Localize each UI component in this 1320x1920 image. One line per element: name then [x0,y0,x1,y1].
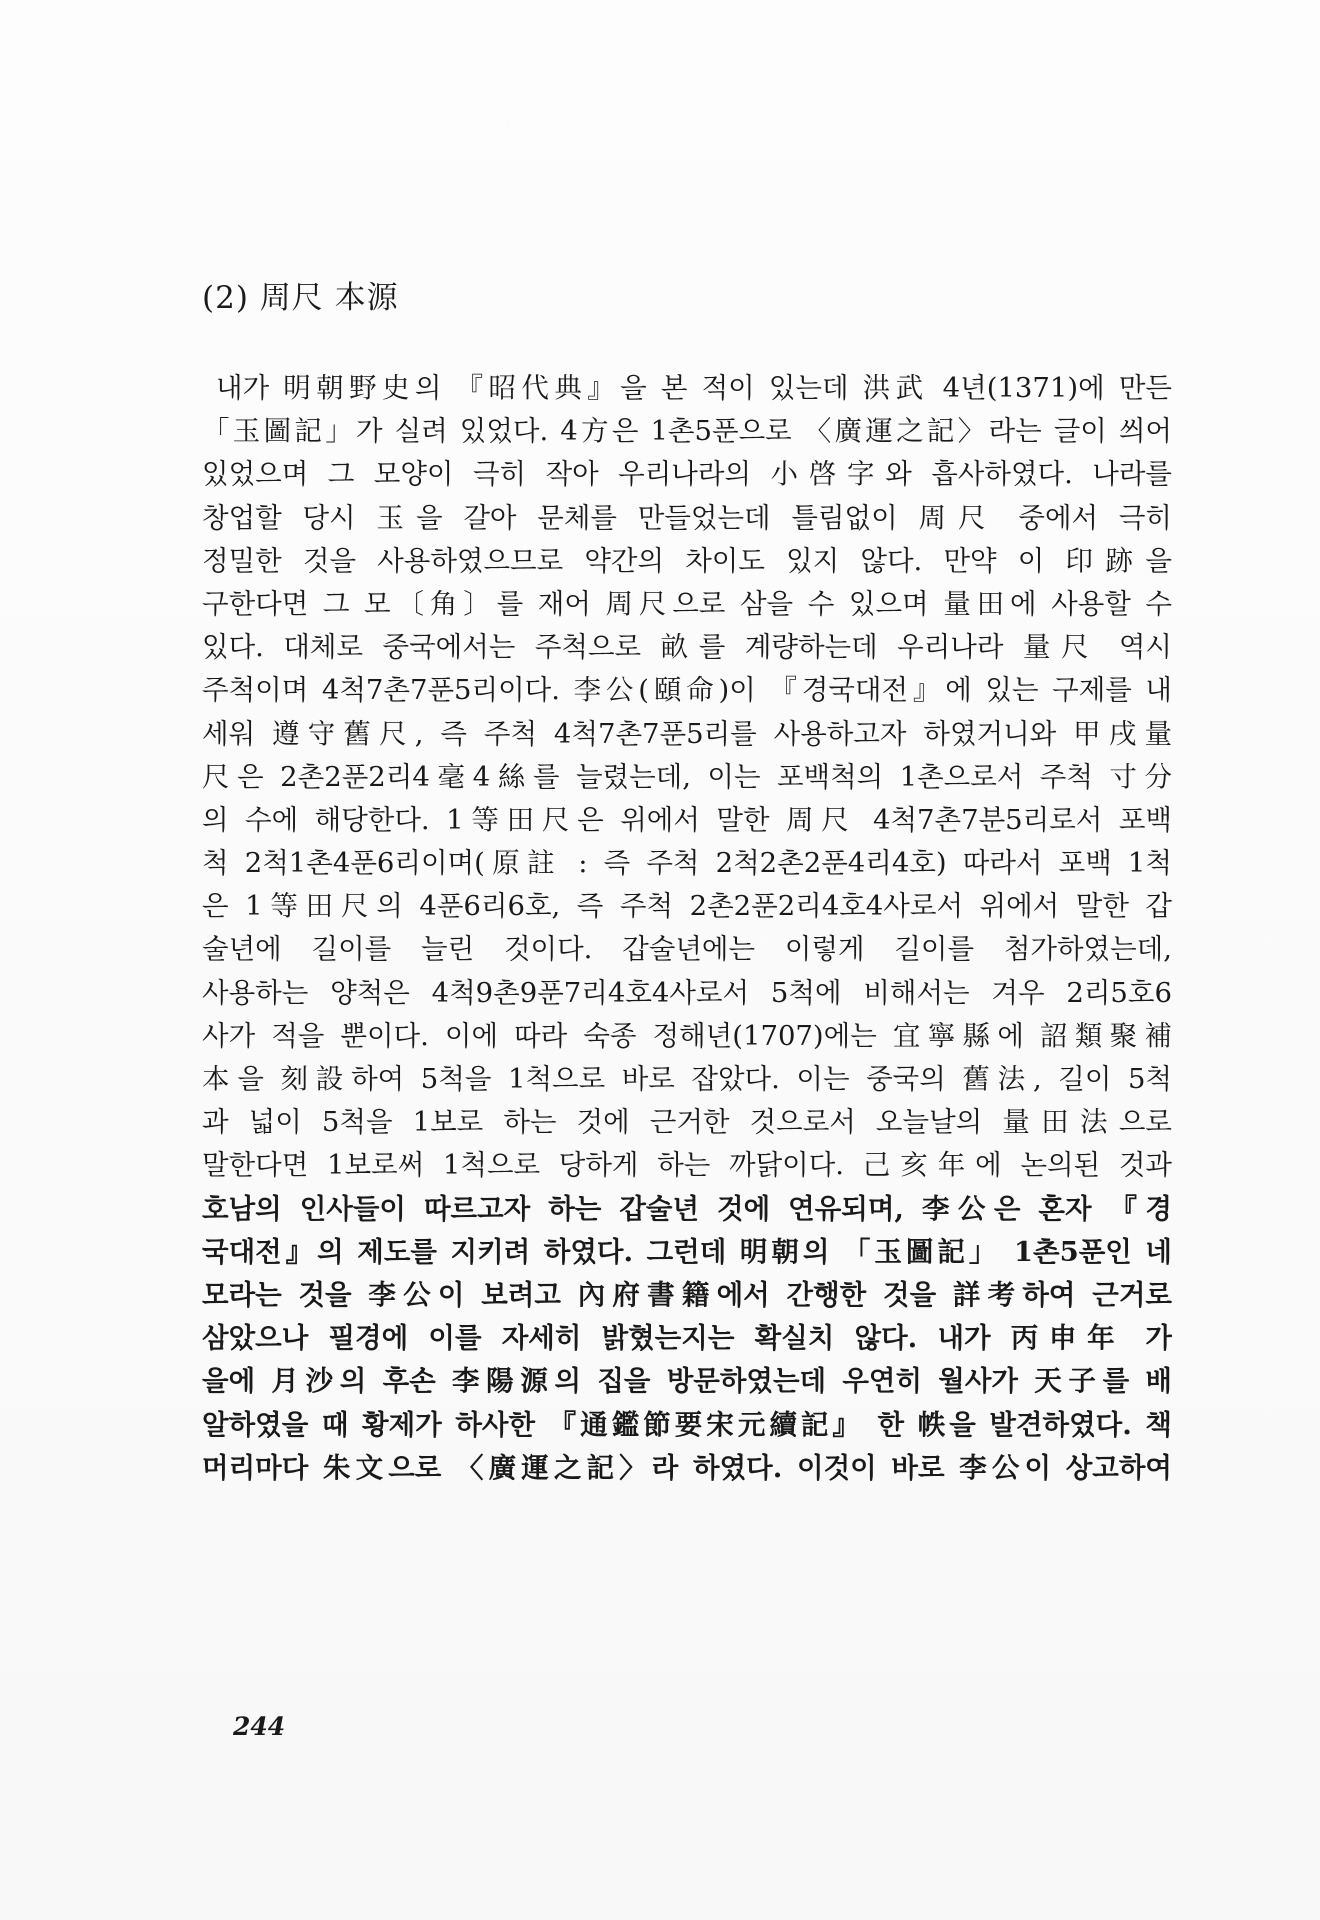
text-line: 本을 刻設하여 5척을 1척으로 바로 잡았다. 이는 중국의 舊法, 길이 5척 [202,1063,1172,1095]
page-number: 244 [233,1712,286,1741]
text-line: 주척이며 4척7촌7푼5리이다. 李公(頤命)이 『경국대전』에 있는 구제를 내 [202,674,1172,707]
body-text [202,367,1172,1490]
text-line: 세워 遵守舊尺, 즉 주척 4척7촌7푼5리를 사용하고자 하였거니와 甲戌量 [202,717,1172,750]
text-line: 알하였을 때 황제가 하사한 『通鑑節要宋元續記』 한 帙을 발견하였다. 책 [202,1408,1172,1441]
text-line: 말한다면 1보로써 1척으로 당하게 하는 까닭이다. 己亥年에 논의된 것과 [202,1149,1172,1182]
text-line: 정밀한 것을 사용하였으므로 약간의 차이도 있지 않다. 만약 이 印跡을 [202,544,1172,577]
section-heading: (2) 周尺 本源 [202,280,399,316]
text-line: 尺은 2촌2푼2리4毫4絲를 늘렸는데, 이는 포백척의 1촌으로서 주척 寸分 [202,760,1172,793]
text-line: 사용하는 양척은 4척9촌9푼7리4호4사로서 5척에 비해서는 겨우 2리5호6 [202,976,1172,1009]
text-line: 삼았으나 필경에 이를 자세히 밝혔는지는 확실치 않다. 내가 丙申年 가 [202,1322,1172,1355]
text-line: 있었으며 그 모양이 극히 작아 우리나라의 小啓字와 흡사하였다. 나라를 [202,458,1172,491]
text-line: 국대전』의 제도를 지키려 하였다. 그런데 明朝의 「玉圖記」 1촌5푼인 네 [202,1235,1172,1268]
text-line: 있다. 대체로 중국에서는 주척으로 畝를 계량하는데 우리나라 量尺 역시 [202,631,1172,664]
text-line: 척 2척1촌4푼6리이며(原註 : 즉 주척 2척2촌2푼4리4호) 따라서 포백 1척 [202,847,1172,880]
text-line: 머리마다 朱文으로 〈廣運之記〉라 하였다. 이것이 바로 李公이 상고하여 [202,1451,1172,1484]
text-line: 사가 적을 뿐이다. 이에 따라 숙종 정해년(1707)에는 宜寧縣에 詔類聚補 [202,1019,1172,1052]
text-line: 은 1等田尺의 4푼6리6호, 즉 주척 2촌2푼2리4호4사로서 위에서 말한 갑 [202,890,1172,923]
text-line: 을에 月沙의 후손 李陽源의 집을 방문하였는데 우연히 월사가 天子를 배 [202,1365,1172,1398]
text-line: 창업할 당시 玉을 갈아 문체를 만들었는데 틀림없이 周尺 중에서 극히 [202,501,1172,534]
text-line: 호남의 인사들이 따르고자 하는 갑술년 것에 연유되며, 李公은 혼자 『경 [202,1192,1172,1225]
text-line: 과 넓이 5척을 1보로 하는 것에 근거한 것으로서 오늘날의 量田法으로 [202,1106,1172,1139]
text-line: 의 수에 해당한다. 1等田尺은 위에서 말한 周尺 4척7촌7분5리로서 포백 [202,803,1172,836]
text-line: 「玉圖記」가 실려 있었다. 4方은 1촌5푼으로 〈廣運之記〉라는 글이 씌어 [202,415,1172,448]
text-line: 구한다면 그 모〔角〕를 재어 周尺으로 삼을 수 있으며 量田에 사용할 수 [202,587,1172,620]
text-line: 모라는 것을 李公이 보려고 內府書籍에서 간행한 것을 詳考하여 근거로 [202,1278,1172,1311]
text-line: 술년에 길이를 늘린 것이다. 갑술년에는 이렇게 길이를 첨가하였는데, [202,933,1172,966]
text-line: 내가 明朝野史의 『昭代典』을 본 적이 있는데 洪武 4년(1371)에 만든 [216,372,1172,404]
